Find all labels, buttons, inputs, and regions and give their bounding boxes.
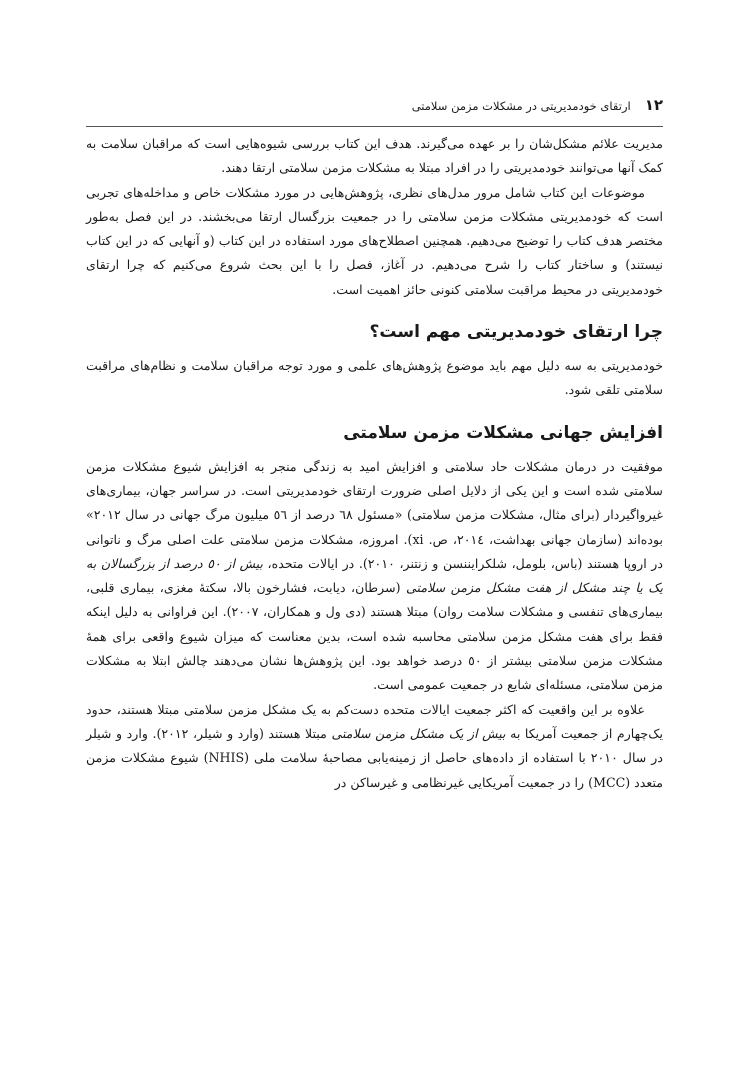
- intro-paragraph-1: مدیریت علائم مشکل‌شان را بر عهده می‌گیرند. هدف این کتاب بررسی شیوه‌هایی است که مراقبان سلامت به کمک آنها می‌توانند خودمدیریتی را در افراد مبتلا به مشکلات مزمن سلامتی ارتقا دهند.: [86, 136, 663, 176]
- global-p1-text-b: (سرطان، دیابت، فشارخون بالا، سکتهٔ مغزی، بیماری قلبی، بیماری‌های تنفسی و مشکلات سلامت روان) مبتلا هستند (دی ول و همکاران، ٢٠٠٧). این فراوانی به دلیل اینکه فقط برای هفت مشکل مزمن سلامتی محاسبه شده است، بدین معناست که میزان شیوع واقعی برای همهٔ مشکلات مزمن سلامتی بیشتر از ٥٠ درصد خواهد بود. این پژوهش‌ها نشان می‌دهند چالش ابتلا به مشکلات مزمن سلامتی، مسئله‌ای شایع در جمعیت عمومی است.: [86, 580, 664, 693]
- page-body: [86, 132, 663, 795]
- heading-global-increase: افزایش جهانی مشکلات مزمن سلامتی: [343, 422, 663, 443]
- running-head: [86, 96, 663, 127]
- global-p2-text-b: مبتلا هستند (وارد و شیلر، ٢٠١٢). وارد و شیلر در سال ٢٠١٠ با استفاده از داده‌های حاصل از زمینه‌یابی مصاحبهٔ سلامت ملی (NHIS) شیوع مشکلات مزمن متعدد (MCC) را در جمعیت آمریکایی غیرنظامی و غیرساکن در: [86, 725, 663, 790]
- global-paragraph-1: [86, 455, 663, 698]
- heading-why-self-management: چرا ارتقای خودمدیریتی مهم است؟: [369, 322, 663, 343]
- global-p1-text-a: موفقیت در درمان مشکلات حاد سلامتی و افزایش امید به زندگی منجر به افزایش شیوع مشکلات مزمن سلامتی شده است و این یکی از دلایل اصلی ضرورت ارتقای خودمدیریتی است. در سراسر جهان، بیماری‌های غیرواگیردار (برای مثال، مشکلات مزمن سلامتی) «مسئول ٦٨ درصد از ٥٦ میلیون مرگ جهانی در سال ٢٠١٢» بوده‌اند (سازمان جهانی بهداشت، ٢٠١٤، ص. xi). امروزه، مشکلات مزمن سلامتی علت اصلی مرگ و ناتوانی در اروپا هستند (باس، بلومل، شلکرایننسن و زنتنر، ٢٠١٠). در ایالات متحده،: [86, 458, 663, 571]
- why-paragraph-1: خودمدیریتی به سه دلیل مهم باید موضوع پژوهش‌های علمی و مورد توجه مراقبان سلامت و نظام‌های مراقبت سلامتی تلقی شود.: [86, 358, 663, 398]
- global-p2-emphasis: بیش از یک مشکل مزمن سلامتی: [331, 725, 506, 741]
- global-paragraph-2: [86, 698, 663, 795]
- running-title: ارتقای خودمدیریتی در مشکلات مزمن سلامتی: [411, 99, 631, 113]
- page-number: ١٢: [644, 96, 663, 114]
- global-p1-emphasis: بیش از ٥٠ درصد از بزرگسالان به یک یا چند مشکل از هفت مشکل مزمن سلامتی: [86, 555, 663, 596]
- intro-paragraph-2: موضوعات این کتاب شامل مرور مدل‌های نظری، پژوهش‌هایی در مورد مشکلات خاص و مداخله‌های تجربی است که خودمدیریتی مشکلات مزمن سلامتی را در جمعیت بزرگسال ارتقا می‌بخشند. در این فصل به‌طور مختصر هدف کتاب را توضیح می‌دهیم. همچنین اصطلاح‌های مورد استفاده در این کتاب (و آنهایی که در این کتاب نیستند) و ساختار کتاب را شرح می‌دهیم. در آغاز، فصل را با این بحث شروع می‌کنیم که چرا ارتقای خودمدیریتی در محیط مراقبت سلامتی کنونی حائز اهمیت است.: [86, 184, 663, 297]
- global-p2-text-a: علاوه بر این واقعیت که اکثر جمعیت ایالات متحده دست‌کم به یک مشکل مزمن سلامتی مبتلا هستند، حدود یک‌چهارم از جمعیت آمریکا به: [86, 701, 663, 741]
